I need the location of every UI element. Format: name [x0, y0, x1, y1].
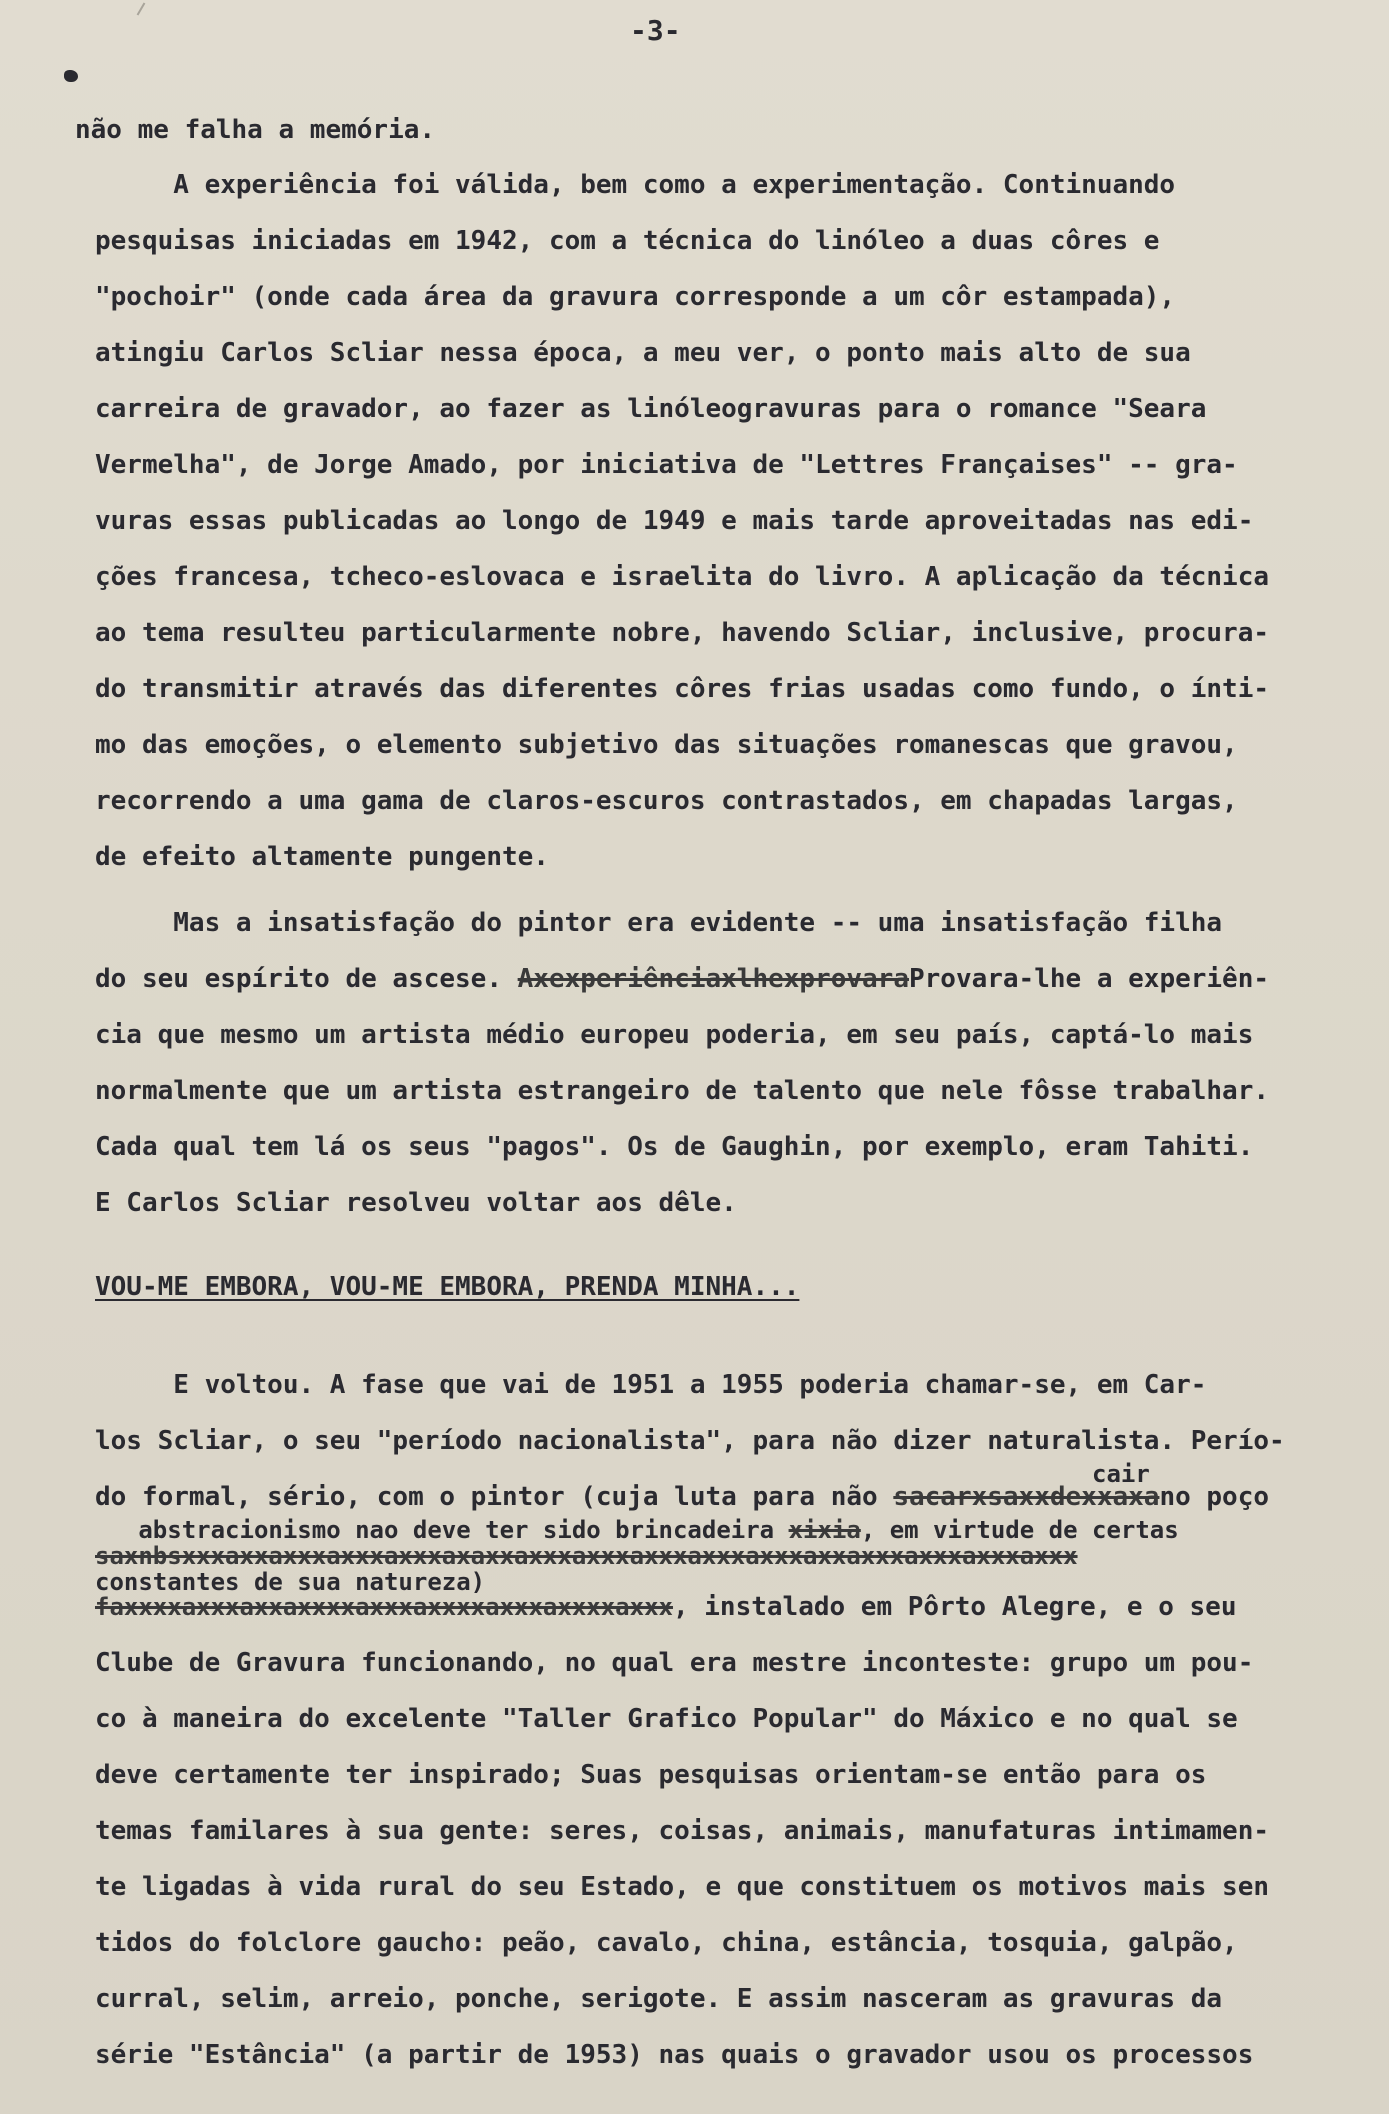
- paragraph-4-line-3-before: do formal, sério, com o pintor (cuja luta para não: [95, 1482, 894, 1512]
- paragraph-3-line-2-after: Provara-lhe a experiên-: [908, 964, 1270, 994]
- struck-text: Axexperiênciaxlhexprovara: [517, 964, 909, 994]
- paragraph-2-line-7: vuras essas publicadas ao longo de 1949 e mais tarde aproveitadas nas edi-: [95, 506, 1254, 536]
- paragraph-2-line-4: atingiu Carlos Scliar nessa época, a meu ver, o ponto mais alto de sua: [95, 338, 1191, 368]
- paragraph-1-line-1: não me falha a memória.: [75, 115, 436, 145]
- inserted-word-above: cair: [1092, 1460, 1150, 1488]
- paragraph-2-line-1: A experiência foi válida, bem como a experimentação. Continuando: [95, 170, 1176, 200]
- paragraph-2-line-10: do transmitir através das diferentes côres frias usadas como fundo, o ínti-: [95, 674, 1269, 704]
- paragraph-4-line-6: co à maneira do excelente "Taller Grafico Popular" do Máxico e no qual se: [95, 1704, 1238, 1734]
- paragraph-2-line-9: ao tema resulteu particularmente nobre, havendo Scliar, inclusive, procura-: [95, 618, 1269, 648]
- section-heading: VOU-ME EMBORA, VOU-ME EMBORA, PRENDA MINHA...: [95, 1272, 800, 1302]
- paragraph-4-line-3: [95, 1482, 1269, 1512]
- paragraph-4-line-12: série "Estância" (a partir de 1953) nas quais o gravador usou os processos: [95, 2040, 1254, 2070]
- inserted-line-1: [95, 1518, 1179, 1542]
- inserted-line-1-text: abstracionismo nao deve ter sido brincadeira: [95, 1516, 789, 1544]
- struck-text: sacarxsaxxdexxaxa: [893, 1482, 1160, 1512]
- paragraph-2-line-2: pesquisas iniciadas em 1942, com a técnica do linóleo a duas côres e: [95, 226, 1160, 256]
- paragraph-3-line-4: normalmente que um artista estrangeiro de talento que nele fôsse trabalhar.: [95, 1076, 1269, 1106]
- paragraph-3-line-5: Cada qual tem lá os seus "pagos". Os de Gaughin, por exemplo, eram Tahiti.: [95, 1132, 1254, 1162]
- paragraph-2-line-5: carreira de gravador, ao fazer as linóleogravuras para o romance "Seara: [95, 394, 1207, 424]
- paragraph-3-line-2-before: do seu espírito de ascese.: [95, 964, 518, 994]
- paragraph-2-line-11: mo das emoções, o elemento subjetivo das situações romanescas que gravou,: [95, 730, 1238, 760]
- inserted-line-2: constantes de sua natureza): [95, 1568, 486, 1596]
- paragraph-4-line-7: deve certamente ter inspirado; Suas pesquisas orientam-se então para os: [95, 1760, 1207, 1790]
- paragraph-4-line-11: curral, selim, arreio, ponche, serigote. E assim nasceram as gravuras da: [95, 1984, 1223, 2014]
- paragraph-4-line-4-after: , instalado em Pôrto Alegre, e o seu: [672, 1592, 1237, 1622]
- paragraph-4-line-8: temas familares à sua gente: seres, coisas, animais, manufaturas intimamen-: [95, 1816, 1269, 1846]
- paragraph-2-line-12: recorrendo a uma gama de claros-escuros contrastados, em chapadas largas,: [95, 786, 1238, 816]
- paragraph-4-line-5: Clube de Gravura funcionando, no qual era mestre inconteste: grupo um pou-: [95, 1648, 1254, 1678]
- paragraph-2-line-13: de efeito altamente pungente.: [95, 842, 549, 872]
- paragraph-4-line-3-after: no poço: [1159, 1482, 1270, 1512]
- page-number: -3-: [630, 14, 681, 47]
- paper-speck: [137, 2, 146, 15]
- struck-text: xixia: [788, 1516, 861, 1544]
- paragraph-3-line-6: E Carlos Scliar resolveu voltar aos dêle.: [95, 1188, 737, 1218]
- paragraph-4-line-4: [95, 1592, 1237, 1622]
- ink-blot: [64, 70, 78, 82]
- paragraph-4-line-2: los Scliar, o seu "período nacionalista", para não dizer naturalista. Perío-: [95, 1426, 1285, 1456]
- paragraph-2-line-3: "pochoir" (onde cada área da gravura corresponde a um côr estampada),: [95, 282, 1176, 312]
- struck-text: faxxxxaxxxaxxaxxxxaxxxaxxxxaxxxaxxxxaxxx: [95, 1593, 673, 1621]
- paragraph-3-line-1: Mas a insatisfação do pintor era evidente -- uma insatisfação filha: [95, 908, 1223, 938]
- paragraph-3-line-2: [95, 964, 1269, 994]
- inserted-line-1-after: , em virtude de certas: [860, 1516, 1179, 1544]
- paragraph-4-line-1: E voltou. A fase que vai de 1951 a 1955 poderia chamar-se, em Car-: [95, 1370, 1207, 1400]
- paragraph-4-line-9: te ligadas à vida rural do seu Estado, e que constituem os motivos mais sen: [95, 1872, 1269, 1902]
- paragraph-2-line-6: Vermelha", de Jorge Amado, por iniciativa de "Lettres Françaises" -- gra-: [95, 450, 1238, 480]
- paragraph-3-line-3: cia que mesmo um artista médio europeu poderia, em seu país, captá-lo mais: [95, 1020, 1254, 1050]
- struck-full-line: saxnbsxxxaxxaxxxaxxxaxxxaxaxxaxxxaxxxaxxxaxxxaxxxaxxaxxxaxxxaxxxaxxx: [95, 1542, 1078, 1570]
- paragraph-2-line-8: ções francesa, tcheco-eslovaca e israelita do livro. A aplicação da técnica: [95, 562, 1269, 592]
- paragraph-4-line-10: tidos do folclore gaucho: peão, cavalo, china, estância, tosquia, galpão,: [95, 1928, 1238, 1958]
